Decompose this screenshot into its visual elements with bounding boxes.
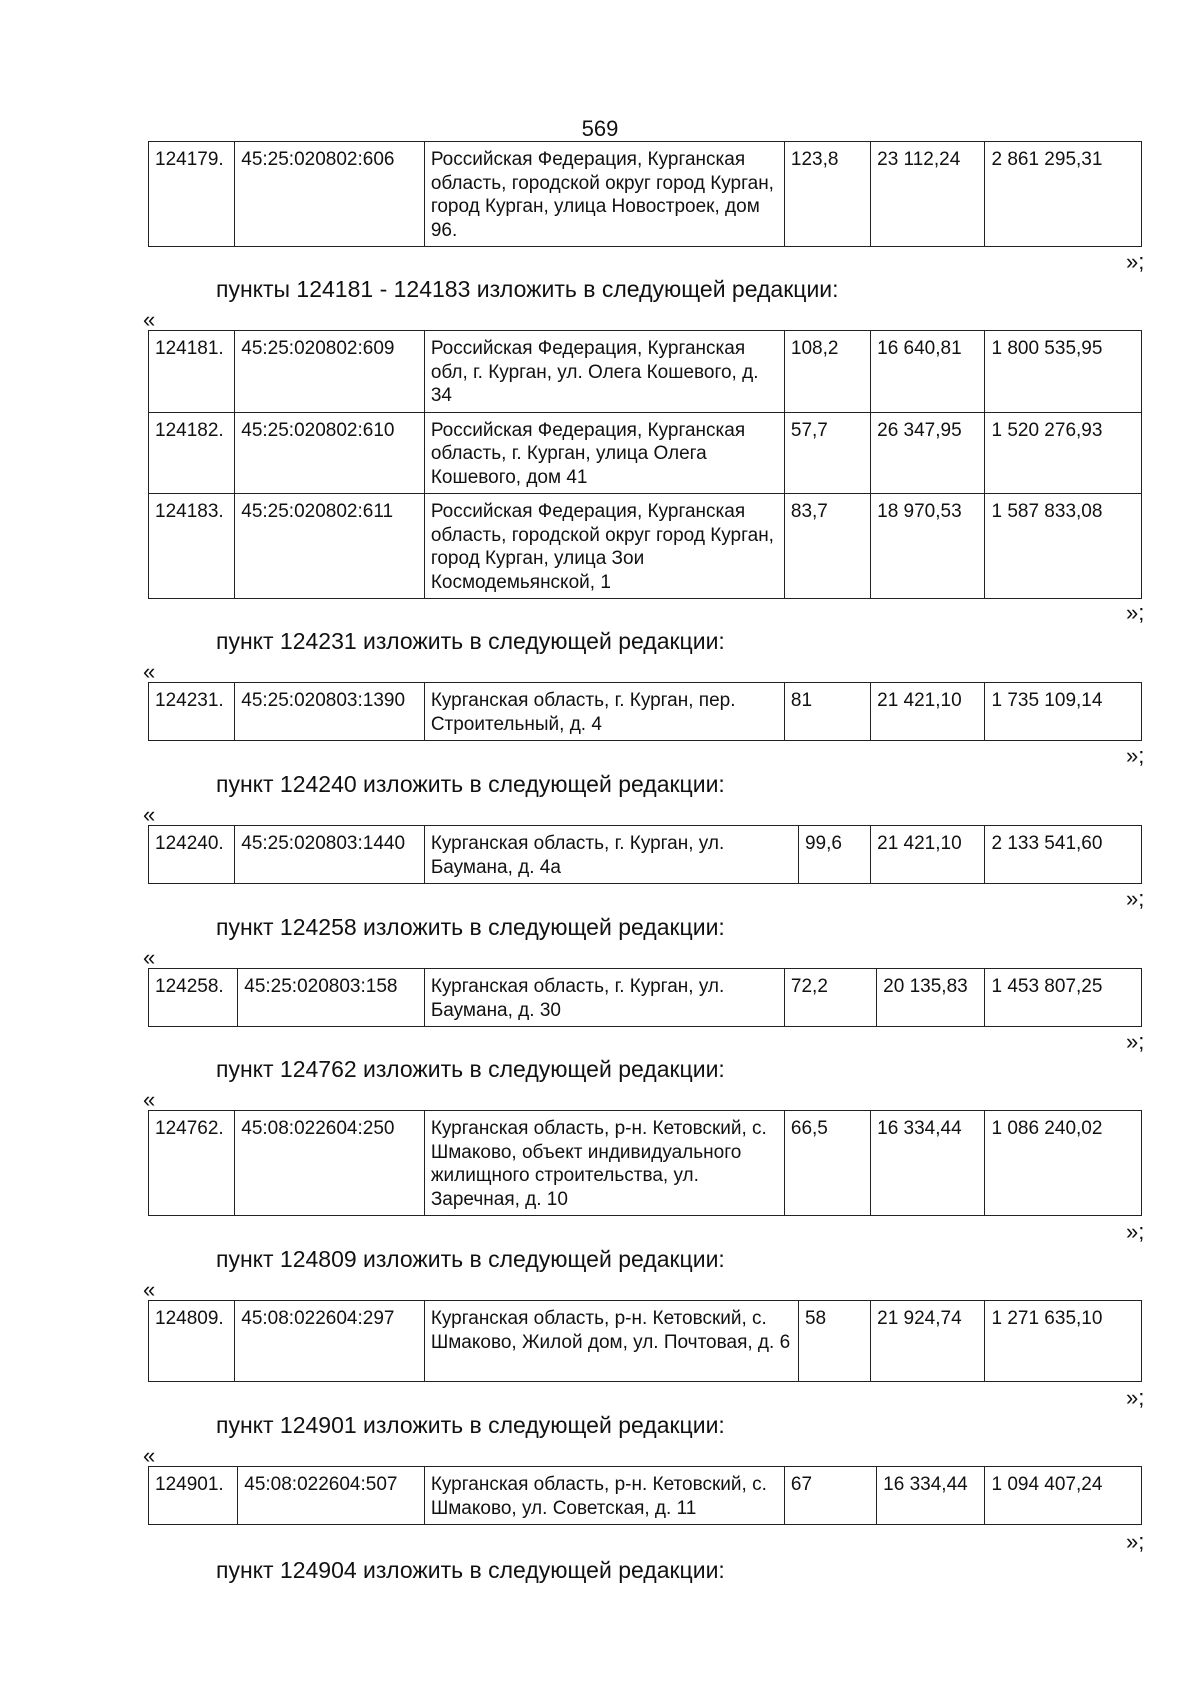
- property-table: [148, 1300, 1142, 1382]
- close-quote: »;: [1126, 249, 1145, 274]
- cadastral-number: 45:08:022604:297: [235, 1301, 425, 1382]
- open-quote: «: [143, 1277, 156, 1302]
- address: Курганская область, г. Курган, пер. Строительный, д. 4: [424, 683, 784, 741]
- close-quote: »;: [1126, 1385, 1145, 1410]
- specific-value: 16 640,81: [871, 331, 985, 413]
- cadastral-number: 45:25:020803:1390: [235, 683, 425, 741]
- cadastral-number: 45:25:020803:158: [238, 969, 425, 1027]
- item-number: 124901.: [149, 1467, 238, 1525]
- area: 67: [784, 1467, 876, 1525]
- cadastral-number: 45:25:020802:609: [235, 331, 425, 413]
- area: 57,7: [784, 412, 870, 494]
- close-quote: »;: [1126, 1529, 1145, 1554]
- area: 81: [784, 683, 870, 741]
- cadastral-value: 2 861 295,31: [985, 142, 1142, 247]
- table-row: [149, 683, 1142, 741]
- section-heading: пункты 124181 - 124183 изложить в следующей редакции:: [216, 276, 839, 302]
- item-number: 124181.: [149, 331, 235, 413]
- area: 83,7: [784, 494, 870, 599]
- item-number: 124809.: [149, 1301, 235, 1382]
- specific-value: 16 334,44: [877, 1467, 985, 1525]
- cadastral-number: 45:25:020802:606: [235, 142, 425, 247]
- table-row: [149, 969, 1142, 1027]
- address: Курганская область, г. Курган, ул. Баумана, д. 30: [424, 969, 784, 1027]
- table-row: [149, 142, 1142, 247]
- open-quote: «: [143, 945, 156, 970]
- cadastral-value: 1 587 833,08: [985, 494, 1142, 599]
- area: 108,2: [784, 331, 870, 413]
- open-quote: «: [143, 659, 156, 684]
- specific-value: 23 112,24: [871, 142, 985, 247]
- property-table: [148, 682, 1142, 741]
- area: 66,5: [784, 1111, 870, 1216]
- cadastral-value: 1 271 635,10: [985, 1301, 1142, 1382]
- area: 123,8: [784, 142, 870, 247]
- table-row: [149, 494, 1142, 599]
- item-number: 124231.: [149, 683, 235, 741]
- cadastral-number: 45:25:020802:611: [235, 494, 425, 599]
- item-number: 124258.: [149, 969, 238, 1027]
- property-table: [148, 1466, 1142, 1525]
- close-quote: »;: [1126, 1219, 1145, 1244]
- table-row: [149, 331, 1142, 413]
- cadastral-value: 2 133 541,60: [985, 826, 1142, 884]
- specific-value: 21 421,10: [871, 826, 985, 884]
- close-quote: »;: [1126, 886, 1145, 911]
- section-heading: пункт 124231 изложить в следующей редакции:: [216, 628, 725, 654]
- item-number: 124179.: [149, 142, 235, 247]
- address: Российская Федерация, Курганская область, городской округ город Курган, город Курган, улица Зои Космодемьянской, 1: [424, 494, 784, 599]
- cadastral-number: 45:08:022604:250: [235, 1111, 425, 1216]
- cadastral-value: 1 735 109,14: [985, 683, 1142, 741]
- item-number: 124762.: [149, 1111, 235, 1216]
- address: Курганская область, р-н. Кетовский, с. Шмаково, ул. Советская, д. 11: [424, 1467, 784, 1525]
- cadastral-value: 1 453 807,25: [985, 969, 1142, 1027]
- close-quote: »;: [1126, 600, 1145, 625]
- specific-value: 18 970,53: [871, 494, 985, 599]
- item-number: 124182.: [149, 412, 235, 494]
- section-heading: пункт 124904 изложить в следующей редакции:: [216, 1557, 725, 1583]
- specific-value: 16 334,44: [871, 1111, 985, 1216]
- table-row: [149, 1301, 1142, 1382]
- specific-value: 20 135,83: [877, 969, 985, 1027]
- specific-value: 21 421,10: [871, 683, 985, 741]
- section-heading: пункт 124258 изложить в следующей редакции:: [216, 914, 725, 940]
- property-table: [148, 141, 1142, 247]
- property-table: [148, 825, 1142, 884]
- property-table: [148, 968, 1142, 1027]
- property-table: [148, 1110, 1142, 1216]
- address: Российская Федерация, Курганская область, г. Курган, улица Олега Кошевого, дом 41: [424, 412, 784, 494]
- open-quote: «: [143, 307, 156, 332]
- specific-value: 26 347,95: [871, 412, 985, 494]
- table-row: [149, 412, 1142, 494]
- address: Курганская область, р-н. Кетовский, с. Шмаково, Жилой дом, ул. Почтовая, д. 6: [424, 1301, 798, 1382]
- area: 99,6: [798, 826, 870, 884]
- area: 58: [798, 1301, 870, 1382]
- address: Российская Федерация, Курганская область, городской округ город Курган, город Курган, улица Новостроек, дом 96.: [424, 142, 784, 247]
- table-row: [149, 1111, 1142, 1216]
- cadastral-value: 1 094 407,24: [985, 1467, 1142, 1525]
- table-row: [149, 1467, 1142, 1525]
- specific-value: 21 924,74: [871, 1301, 985, 1382]
- open-quote: «: [143, 1443, 156, 1468]
- property-table: [148, 330, 1142, 599]
- address: Курганская область, р-н. Кетовский, с. Шмаково, объект индивидуального жилищного строительства, ул. Заречная, д. 10: [424, 1111, 784, 1216]
- cadastral-number: 45:25:020802:610: [235, 412, 425, 494]
- area: 72,2: [784, 969, 876, 1027]
- item-number: 124183.: [149, 494, 235, 599]
- cadastral-number: 45:08:022604:507: [238, 1467, 425, 1525]
- cadastral-value: 1 086 240,02: [985, 1111, 1142, 1216]
- close-quote: »;: [1126, 743, 1145, 768]
- section-heading: пункт 124240 изложить в следующей редакции:: [216, 771, 725, 797]
- address: Курганская область, г. Курган, ул. Баумана, д. 4а: [424, 826, 798, 884]
- cadastral-value: 1 520 276,93: [985, 412, 1142, 494]
- section-heading: пункт 124809 изложить в следующей редакции:: [216, 1246, 725, 1272]
- open-quote: «: [143, 1087, 156, 1112]
- cadastral-value: 1 800 535,95: [985, 331, 1142, 413]
- open-quote: «: [143, 802, 156, 827]
- table-row: [149, 826, 1142, 884]
- close-quote: »;: [1126, 1029, 1145, 1054]
- section-heading: пункт 124762 изложить в следующей редакции:: [216, 1056, 725, 1082]
- item-number: 124240.: [149, 826, 235, 884]
- page-number: 569: [581, 116, 619, 141]
- section-heading: пункт 124901 изложить в следующей редакции:: [216, 1412, 725, 1438]
- address: Российская Федерация, Курганская обл, г. Курган, ул. Олега Кошевого, д. 34: [424, 331, 784, 413]
- cadastral-number: 45:25:020803:1440: [235, 826, 425, 884]
